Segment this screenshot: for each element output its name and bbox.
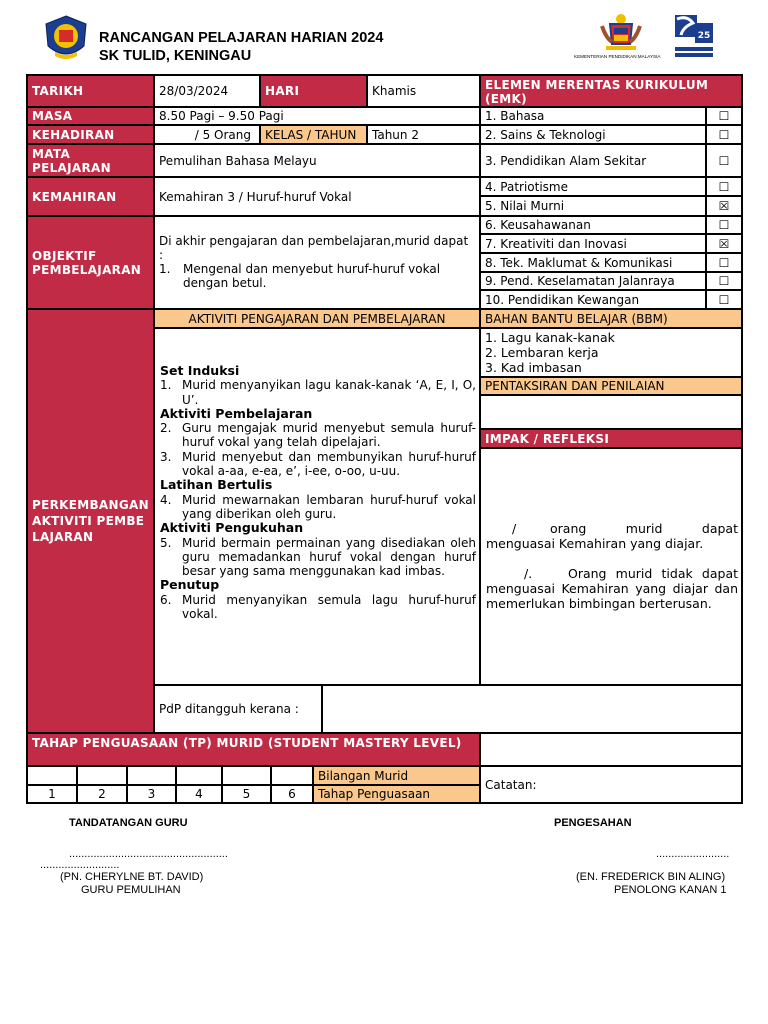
emk-item: 5. Nilai Murni	[480, 196, 706, 216]
bbm-item: 1. Lagu kanak-kanak	[485, 330, 615, 345]
emk-checkbox[interactable]: ☐	[706, 253, 742, 272]
bbm-item: 3. Kad imbasan	[485, 360, 582, 375]
emk-item: 4. Patriotisme	[480, 177, 706, 196]
kemahiran-label: KEMAHIRAN	[27, 177, 154, 216]
activity-item: Murid menyanyikan semula lagu huruf-huruf vokal.	[182, 592, 476, 622]
mata-value: Pemulihan Bahasa Melayu	[154, 144, 480, 177]
emk-item: 1. Bahasa	[480, 107, 706, 125]
pdp-label: PdP ditangguh kerana :	[154, 685, 322, 733]
aktiviti-content	[154, 328, 480, 685]
guru-signature-line: ....................................................	[69, 848, 228, 860]
activity-item: Murid menyebut dan membunyikan huruf-huruf vokal a-aa, e-ea, e’, i-ee, o-oo, u-uu.	[182, 449, 476, 479]
objektif-intro: Di akhir pengajaran dan pembelajaran,murid dapat :	[159, 234, 469, 262]
emk-item: 10. Pendidikan Kewangan	[480, 290, 706, 309]
activity-item: Murid menyanyikan lagu kanak-kanak ‘A, E, I, O, U’.	[182, 378, 476, 407]
kehadiran-label: KEHADIRAN	[27, 125, 154, 144]
anniversary-number: 25	[697, 31, 711, 41]
emk-item: 6. Keusahawanan	[480, 216, 706, 234]
tarikh-label: TARIKH	[27, 75, 154, 107]
emk-item: 7. Kreativiti dan Inovasi	[480, 234, 706, 253]
emk-checkbox[interactable]: ☐	[706, 125, 742, 144]
pengesahan-title: PENGESAHAN	[554, 817, 632, 829]
title-line-1: RANCANGAN PELAJARAN HARIAN 2024	[99, 30, 384, 46]
bilangan-label: Bilangan Murid	[313, 766, 480, 785]
item-number: 3.	[160, 449, 172, 464]
page-title	[99, 29, 383, 65]
perkembangan-label-text: PERKEMBANGAN AKTIVITI PEMBELAJARAN	[32, 498, 149, 544]
kelas-label: KELAS / TAHUN	[260, 125, 367, 144]
tp-level: 2	[77, 785, 127, 803]
emk-checkbox[interactable]: ☐	[706, 272, 742, 290]
impak-content	[480, 448, 742, 685]
objektif-item-number: 1.	[159, 262, 171, 276]
perkembangan-label	[27, 309, 154, 733]
objektif-item: Mengenal dan menyebut huruf-huruf vokal dengan betul.	[183, 262, 441, 290]
tp-count-cell[interactable]	[27, 766, 77, 785]
tp-level: 3	[127, 785, 176, 803]
tp-count-cell[interactable]	[176, 766, 222, 785]
kehadiran-value: / 5 Orang	[154, 125, 260, 144]
bbm-item: 2. Lembaran kerja	[485, 345, 599, 360]
impak-line-1: orang murid dapat menguasai Kemahiran yang diajar.	[486, 521, 738, 551]
item-number: 1.	[160, 378, 172, 393]
catatan-field[interactable]: Catatan:	[480, 766, 742, 803]
emk-title: ELEMEN MERENTAS KURIKULUM (EMK)	[480, 75, 742, 107]
activity-item: Murid mewarnakan lembaran huruf-huruf vokal yang diberikan oleh guru.	[182, 492, 476, 521]
guru-role: GURU PEMULIHAN	[81, 884, 181, 896]
pentaksiran-title: PENTAKSIRAN DAN PENILAIAN	[480, 377, 742, 395]
anniversary-logo-icon	[673, 13, 715, 61]
activity-item: Murid bermain permainan yang disediakan oleh guru memadankan huruf vokal dengan huruf besar yang sama menggunakan kad imbas.	[182, 535, 476, 579]
item-number: 2.	[160, 421, 172, 436]
tarikh-value: 28/03/2024	[154, 75, 260, 107]
emk-checkbox[interactable]: ☐	[706, 290, 742, 309]
pdp-reason-field[interactable]	[322, 685, 742, 733]
tp-count-cell[interactable]	[77, 766, 127, 785]
guru-name: (PN. CHERYLNE BT. DAVID)	[60, 871, 204, 883]
school-logo	[42, 14, 90, 62]
pengesahan-role: PENOLONG KANAN 1	[614, 884, 727, 896]
guru-signature-line-2: ..........................	[40, 859, 120, 871]
emk-checkbox[interactable]: ☐	[706, 107, 742, 125]
emk-checkbox[interactable]: ☒	[706, 196, 742, 216]
hari-label: HARI	[260, 75, 367, 107]
tp-level: 1	[27, 785, 77, 803]
penutup-heading: Penutup	[160, 577, 220, 593]
impak-slash-2: /.	[524, 566, 533, 581]
activity-item: Guru mengajak murid menyebut semula huruf-huruf vokal yang telah dipelajari.	[182, 421, 476, 450]
aktiviti-pembelajaran-heading: Aktiviti Pembelajaran	[160, 405, 313, 421]
impak-slash-1: /	[512, 521, 517, 536]
tp-count-cell[interactable]	[271, 766, 313, 785]
title-line-2: SK TULID, KENINGAU	[99, 48, 252, 64]
pengesahan-name: (EN. FREDERICK BIN ALING)	[576, 871, 726, 883]
tp-blank	[480, 733, 742, 766]
item-number: 5.	[160, 535, 172, 550]
ministry-crest-icon	[596, 12, 646, 54]
pentaksiran-field[interactable]	[480, 395, 742, 429]
emk-checkbox[interactable]: ☒	[706, 234, 742, 253]
latihan-bertulis-heading: Latihan Bertulis	[160, 477, 273, 493]
aktiviti-pengukuhan-heading: Aktiviti Pengukuhan	[160, 520, 304, 536]
tp-title: TAHAP PENGUASAAN (TP) MURID (STUDENT MASTERY LEVEL)	[27, 733, 480, 766]
tp-level: 6	[271, 785, 313, 803]
impak-title: IMPAK / REFLEKSI	[480, 429, 742, 448]
mata-label: MATA PELAJARAN	[27, 144, 154, 177]
emk-checkbox[interactable]: ☐	[706, 144, 742, 177]
emk-item: 8. Tek. Maklumat & Komunikasi	[480, 253, 706, 272]
tp-level: 4	[176, 785, 222, 803]
item-number: 4.	[160, 492, 172, 507]
item-number: 6.	[160, 592, 172, 607]
emk-item: 2. Sains & Teknologi	[480, 125, 706, 144]
pengesahan-signature-line: ........................	[656, 848, 730, 860]
bbm-title: BAHAN BANTU BELAJAR (BBM)	[480, 309, 742, 328]
guru-signature-title: TANDATANGAN GURU	[69, 817, 188, 829]
masa-value: 8.50 Pagi – 9.50 Pagi	[154, 107, 480, 125]
objektif-label: OBJEKTIF PEMBELAJARAN	[27, 216, 154, 309]
tp-level: 5	[222, 785, 271, 803]
emk-item: 3. Pendidikan Alam Sekitar	[480, 144, 706, 177]
objektif-value	[154, 216, 480, 309]
masa-label: MASA	[27, 107, 154, 125]
ministry-caption: KEMENTERIAN PENDIDIKAN MALAYSIA	[574, 54, 661, 59]
aktiviti-header: AKTIVITI PENGAJARAN DAN PEMBELAJARAN	[154, 309, 480, 328]
kelas-value: Tahun 2	[367, 125, 480, 144]
tahap-label: Tahap Penguasaan	[313, 785, 480, 803]
bbm-list	[480, 328, 742, 377]
emk-checkbox[interactable]: ☐	[706, 177, 742, 196]
emk-item: 9. Pend. Keselamatan Jalanraya	[480, 272, 706, 290]
tp-count-cell[interactable]	[222, 766, 271, 785]
emk-checkbox[interactable]: ☐	[706, 216, 742, 234]
hari-value: Khamis	[367, 75, 480, 107]
kemahiran-value: Kemahiran 3 / Huruf-huruf Vokal	[154, 177, 480, 216]
impak-line-2: Orang murid tidak dapat menguasai Kemahiran yang diajar dan memerlukan bimbingan berterusan.	[486, 566, 738, 611]
set-induksi-heading: Set Induksi	[160, 363, 240, 378]
tp-count-cell[interactable]	[127, 766, 176, 785]
